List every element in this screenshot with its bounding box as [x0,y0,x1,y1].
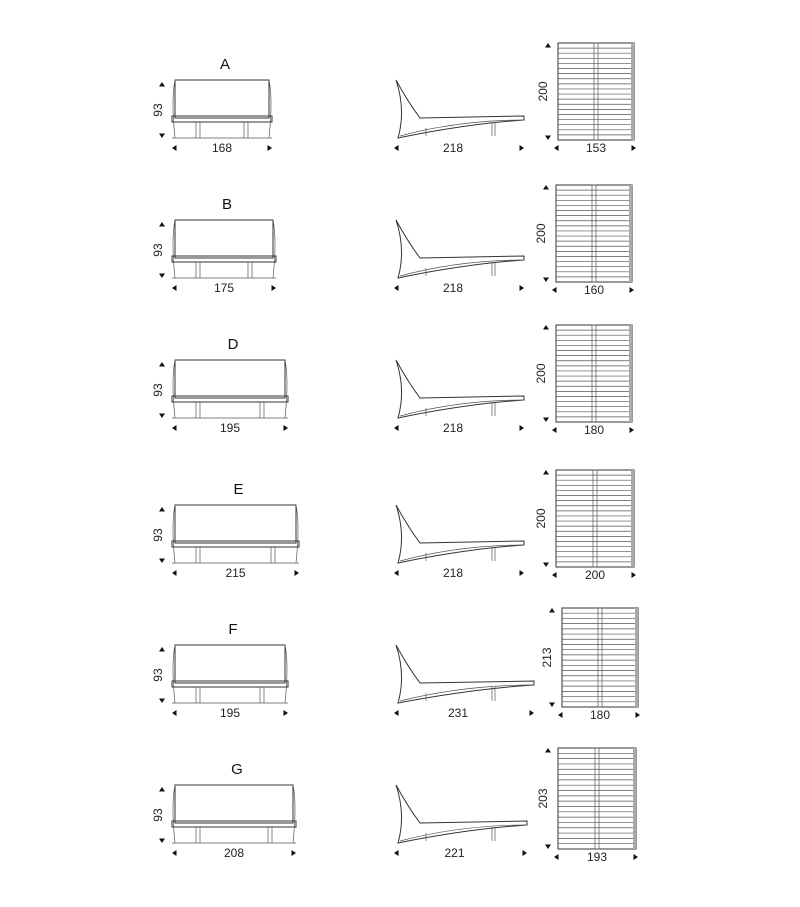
dimension-arrow [159,222,165,227]
side-rail [629,185,632,282]
dimension-arrow [292,850,297,856]
top-width-dimension: 160 [583,283,605,297]
slatted-base [558,43,634,140]
dimension-arrow [543,470,549,475]
side-rail [633,748,636,849]
slatted-base [556,470,634,567]
variant-a [151,43,636,155]
dimension-arrow [159,362,165,367]
dimension-arrow [394,710,399,716]
variant-label: G [231,761,243,778]
side-view [394,645,534,720]
dimension-arrow [295,570,300,576]
front-height-dimension: 93 [151,383,165,397]
dimension-arrow [284,710,289,716]
slatted-base [558,748,636,849]
front-view [151,360,288,435]
dimension-arrow [394,145,399,151]
dimension-arrow [552,287,557,293]
top-view [534,325,634,437]
center-rail [593,470,597,567]
slatted-base [556,185,632,282]
dimension-arrow [543,185,549,190]
mattress-edge [172,541,299,547]
dimension-arrow [159,839,165,844]
headboard [175,785,293,823]
dimension-arrow [159,82,165,87]
dimension-arrow [520,425,525,431]
dimension-arrow [549,608,555,613]
dimension-arrow [554,145,559,151]
front-view [151,785,296,860]
bed-profile [396,785,527,843]
top-depth-dimension: 200 [534,363,548,384]
center-rail [592,185,596,282]
dimension-arrow [159,787,165,792]
side-length-dimension: 231 [447,706,469,720]
front-width-dimension: 175 [213,281,235,295]
dimension-arrow [172,850,177,856]
mattress-edge [172,116,272,122]
dimension-arrow [543,563,549,568]
top-depth-dimension: 213 [540,647,554,668]
center-rail [598,608,602,707]
headboard [175,645,285,683]
top-view [540,608,640,722]
top-depth-dimension: 200 [536,81,550,102]
variant-label: D [227,336,239,353]
mattress-edge [172,681,288,687]
dimension-arrow [558,712,563,718]
dimension-arrow [530,710,535,716]
bed-profile [396,645,534,703]
top-width-dimension: 180 [589,708,611,722]
center-rail [594,43,598,140]
side-view [394,80,524,155]
bed-profile [396,505,524,563]
dimension-arrow [172,570,177,576]
bed-profile [396,220,524,278]
variant-label: A [219,56,231,73]
front-view [151,220,276,295]
dimension-arrow [268,145,273,151]
dimension-arrow [634,854,639,860]
dimension-arrow [636,712,641,718]
dimension-arrow [545,845,551,850]
dimension-arrow [523,850,528,856]
bed-profile [396,360,524,418]
side-view [394,785,527,860]
side-length-dimension: 221 [444,846,465,860]
front-view [151,505,299,580]
dimension-arrow [543,278,549,283]
headboard [175,360,285,398]
dimension-arrow [552,572,557,578]
headboard [175,505,296,543]
side-rail [629,325,632,422]
top-depth-dimension: 200 [534,508,548,529]
dimension-arrow [159,647,165,652]
dimension-arrow [284,425,289,431]
top-depth-dimension: 200 [534,223,548,244]
variant-d [151,325,634,437]
dimension-arrow [543,418,549,423]
mattress-edge [172,821,296,827]
dimension-arrow [172,425,177,431]
side-view [394,360,524,435]
dimension-arrow [552,427,557,433]
side-length-dimension: 218 [442,141,464,155]
dimension-arrow [520,570,525,576]
variant-e [151,470,636,582]
top-width-dimension: 153 [585,141,607,155]
side-length-dimension: 218 [442,421,464,435]
front-height-dimension: 93 [151,528,165,542]
side-view [394,220,524,295]
dimension-arrow [394,570,399,576]
dimension-arrow [545,748,551,753]
front-width-dimension: 215 [225,566,246,580]
variant-g [151,748,638,864]
dimension-arrow [632,145,637,151]
dimension-arrow [159,507,165,512]
dimension-arrow [545,43,551,48]
top-width-dimension: 193 [586,850,608,864]
variant-f [151,608,640,722]
top-depth-dimension: 203 [536,788,550,809]
center-rail [592,325,596,422]
dimension-arrow [520,145,525,151]
front-view [151,645,288,720]
top-view [536,748,638,864]
variant-label: F [228,621,238,638]
dimension-arrow [394,425,399,431]
top-width-dimension: 180 [583,423,605,437]
variant-label: E [233,481,244,498]
front-height-dimension: 93 [151,103,165,117]
side-length-dimension: 218 [442,566,464,580]
dimension-arrow [630,287,635,293]
mattress-edge [172,396,288,402]
dimension-arrow [172,285,177,291]
dimension-arrow [394,285,399,291]
dimension-arrow [172,145,177,151]
dimension-arrow [159,274,165,279]
dimension-arrow [630,427,635,433]
headboard [175,220,273,258]
dimension-arrow [159,699,165,704]
dimension-arrow [159,559,165,564]
dimension-arrow [543,325,549,330]
front-view [151,80,272,155]
dimension-arrow [554,854,559,860]
side-rail [631,470,634,567]
front-width-dimension: 195 [219,421,241,435]
dimension-arrow [272,285,277,291]
side-rail [631,43,634,140]
variant-label: B [221,196,233,213]
top-width-dimension: 200 [584,568,606,582]
dimension-arrow [520,285,525,291]
side-rail [635,608,638,707]
front-height-dimension: 93 [151,808,165,822]
dimension-arrow [172,710,177,716]
variant-b [151,185,634,297]
top-view [534,185,634,297]
dimension-arrow [159,134,165,139]
front-width-dimension: 195 [219,706,241,720]
headboard [175,80,269,118]
dimension-arrow [549,703,555,708]
slatted-base [562,608,638,707]
mattress-edge [172,256,276,262]
center-rail [595,748,599,849]
top-view [534,470,636,582]
dimension-arrow [545,136,551,141]
slatted-base [556,325,632,422]
front-width-dimension: 208 [223,846,245,860]
dimension-arrow [632,572,637,578]
dimension-arrow [159,414,165,419]
side-view [394,505,524,580]
front-height-dimension: 93 [151,243,165,257]
front-height-dimension: 93 [151,668,165,682]
dimension-arrow [394,850,399,856]
top-view [536,43,636,155]
front-width-dimension: 168 [211,141,233,155]
side-length-dimension: 218 [442,281,464,295]
bed-profile [396,80,524,138]
